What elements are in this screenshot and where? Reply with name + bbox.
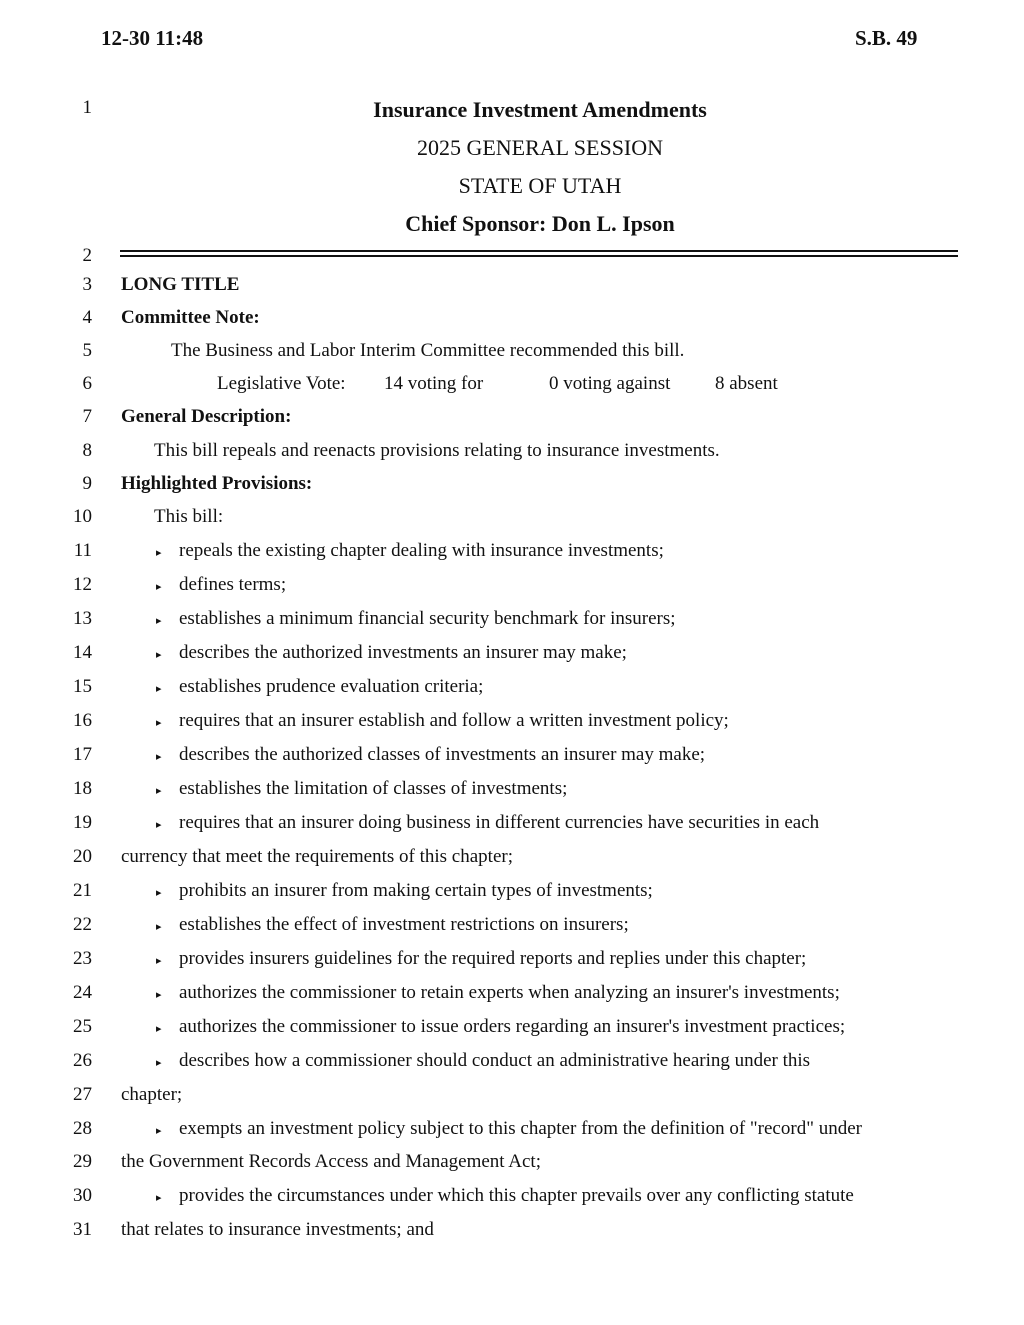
provision-continuation: the Government Records Access and Management Act; [121,1151,541,1172]
provision-continuation: currency that meet the requirements of this chapter; [121,846,513,867]
provision-line: exempts an investment policy subject to this chapter from the definition of "record" under [179,1118,862,1139]
line-number: 14 [73,642,92,663]
vote-absent: 8 absent [715,373,778,394]
line-number: 29 [73,1151,92,1172]
provision-line: authorizes the commissioner to issue orders regarding an insurer's investment practices; [179,1016,846,1037]
line-number: 17 [73,744,92,765]
bullet-icon: ▸ [156,921,162,933]
vote-for: 14 voting for [384,373,484,394]
bullet-icon: ▸ [156,1192,162,1204]
vote-against: 0 voting against [549,373,671,394]
line-number: 25 [73,1016,92,1037]
bullet-icon: ▸ [156,717,162,729]
provision-continuation: chapter; [121,1084,183,1105]
this-bill-intro: This bill: [154,506,224,527]
line-number: 12 [73,574,92,595]
vote-label: Legislative Vote: [217,373,346,394]
bullet-icon: ▸ [156,581,162,593]
line-number: 8 [82,440,92,461]
provision-line: provides the circumstances under which this chapter prevails over any conflicting statute [179,1185,854,1206]
provision-line: authorizes the commissioner to retain experts when analyzing an insurer's investments; [179,982,840,1003]
line-number: 4 [82,307,92,328]
provision-line: establishes the effect of investment restrictions on insurers; [179,914,629,935]
header-timestamp: 12-30 11:48 [101,26,204,50]
long-title-heading: LONG TITLE [121,274,240,295]
provision-line: requires that an insurer doing business in different currencies have securities in each [179,812,820,833]
provision-line: establishes a minimum financial security benchmark for insurers; [179,608,676,629]
bullet-icon: ▸ [156,819,162,831]
line-number: 27 [73,1084,92,1105]
line-number: 20 [73,846,92,867]
bullet-icon: ▸ [156,615,162,627]
line-number: 30 [73,1185,92,1206]
provision-line: defines terms; [179,574,287,595]
line-number: 2 [82,245,92,266]
provision-line: requires that an insurer establish and follow a written investment policy; [179,710,729,731]
line-number: 31 [73,1219,92,1240]
provision-line: establishes the limitation of classes of investments; [179,778,568,799]
line-number: 28 [73,1118,92,1139]
bullet-icon: ▸ [156,989,162,1001]
line-number: 23 [73,948,92,969]
line-number: 9 [82,473,92,494]
bill-title: Insurance Investment Amendments [373,97,707,122]
provision-line: describes the authorized investments an insurer may make; [179,642,627,663]
line-number: 11 [73,540,92,561]
title-divider-bottom [120,255,958,257]
line-number: 7 [82,406,92,427]
committee-note-heading: Committee Note: [121,307,260,328]
bullet-icon: ▸ [156,547,162,559]
bullet-icon: ▸ [156,649,162,661]
bullet-icon: ▸ [156,955,162,967]
bullet-icon: ▸ [156,751,162,763]
line-number: 5 [82,340,92,361]
title-divider-top [120,250,958,252]
provision-line: describes the authorized classes of investments an insurer may make; [179,744,706,765]
line-number: 19 [73,812,92,833]
bullet-icon: ▸ [156,1023,162,1035]
line-number: 26 [73,1050,92,1071]
line-number: 6 [82,373,92,394]
line-number: 10 [73,506,92,527]
line-number: 18 [73,778,92,799]
line-number: 16 [73,710,92,731]
state-label: STATE OF UTAH [458,173,622,198]
provision-line: provides insurers guidelines for the required reports and replies under this chapter; [179,948,807,969]
provision-line: establishes prudence evaluation criteria; [179,676,484,697]
bullet-icon: ▸ [156,1125,162,1137]
general-description-text: This bill repeals and reenacts provisions relating to insurance investments. [154,440,720,461]
session-label: 2025 GENERAL SESSION [416,135,664,160]
line-number: 24 [73,982,92,1003]
bullet-icon: ▸ [156,785,162,797]
bullet-icon: ▸ [156,887,162,899]
provision-line: describes how a commissioner should conduct an administrative hearing under this [179,1050,811,1071]
line-number: 15 [73,676,92,697]
provision-continuation: that relates to insurance investments; and [121,1219,434,1240]
bill-number: S.B. 49 [855,26,918,50]
provision-line: repeals the existing chapter dealing with insurance investments; [179,540,664,561]
line-number: 21 [73,880,92,901]
bullet-icon: ▸ [156,1057,162,1069]
line-number: 1 [82,97,92,118]
general-description-heading: General Description: [121,406,292,427]
committee-note-text: The Business and Labor Interim Committee recommended this bill. [171,340,685,361]
line-number: 13 [73,608,92,629]
chief-sponsor: Chief Sponsor: Don L. Ipson [405,211,675,236]
line-number: 3 [82,274,92,295]
line-number: 22 [73,914,92,935]
bullet-icon: ▸ [156,683,162,695]
provision-line: prohibits an insurer from making certain types of investments; [179,880,653,901]
highlighted-provisions-heading: Highlighted Provisions: [121,473,313,494]
